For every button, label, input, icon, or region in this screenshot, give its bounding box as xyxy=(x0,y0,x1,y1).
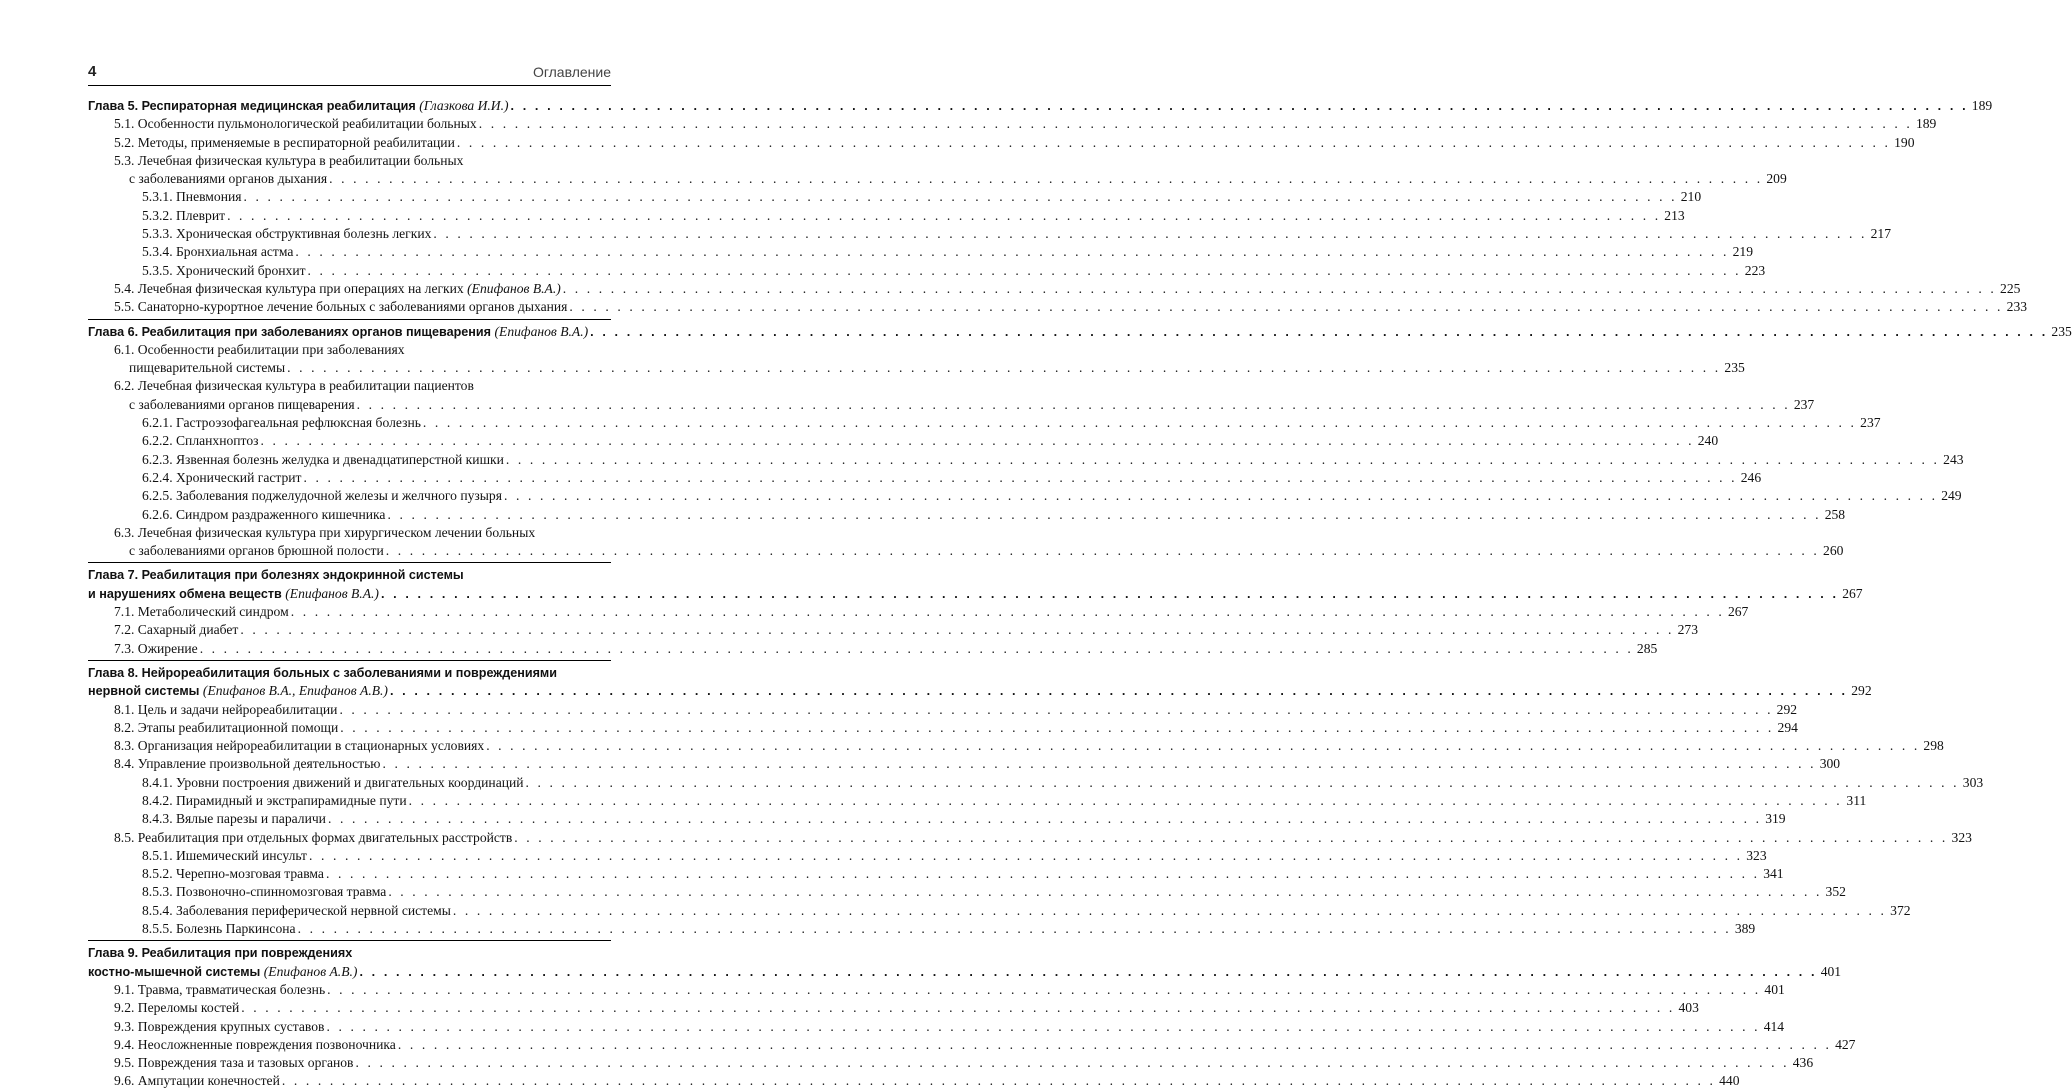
toc-entry-line xyxy=(88,414,1881,432)
dot-leader: . . . . . . . . . . . . . . . . . . . . . . . . . . . . . . . . . . . . . . . . . . . . . . . . . . . . . . . . . . . . . . . . . . . . . . . . . . . . . . . . . . . . . . . . . . . . . . . . . . . . . . . . . . . . . . . . . . . . . . . . xyxy=(382,756,1817,772)
dot-leader: . . . . . . . . . . . . . . . . . . . . . . . . . . . . . . . . . . . . . . . . . . . . . . . . . . . . . . . . . . . . . . . . . . . . . . . . . . . . . . . . . . . . . . . . . . . . . . . . . . . . . . . . . . . . . . . . . . . . . . . . xyxy=(569,299,2004,315)
chapter-author: (Епифанов В.А.) xyxy=(494,323,589,339)
toc-entry-title: 8.1. Цель и задачи нейрореабилитации xyxy=(114,701,338,717)
chapter-title: Глава 7. Реабилитация при болезнях эндокринной системы xyxy=(88,568,464,583)
toc-entry-page-number: 440 xyxy=(1719,1073,1740,1089)
toc-entry-page-number: 213 xyxy=(1664,207,1685,223)
dot-leader: . . . . . . . . . . . . . . . . . . . . . . . . . . . . . . . . . . . . . . . . . . . . . . . . . . . . . . . . . . . . . . . . . . . . . . . . . . . . . . . . . . . . . . . . . . . . . . . . . . . . . . . . . . . . . . . . . . . . . . . . xyxy=(308,847,1743,863)
dot-leader: . . . . . . . . . . . . . . . . . . . . . . . . . . . . . . . . . . . . . . . . . . . . . . . . . . . . . . . . . . . . . . . . . . . . . . . . . . . . . . . . . . . . . . . . . . . . . . . . . . . . . . . . . . . . . . . . . . . . . . . . xyxy=(307,262,1742,278)
toc-entry-title: 9.6. Ампутации конечностей xyxy=(114,1073,280,1089)
toc-entry-page-number: 189 xyxy=(1915,116,1937,132)
toc-entry-line xyxy=(88,737,1944,755)
toc-entry-title: 9.3. Повреждения крупных суставов xyxy=(114,1018,325,1034)
toc-entry-title: 6.2.4. Хронический гастрит xyxy=(142,469,302,485)
toc-entry-page-number: 273 xyxy=(1677,622,1698,638)
dot-leader: . . . . . . . . . . . . . . . . . . . . . . . . . . . . . . . . . . . . . . . . . . . . . . . . . . . . . . . . . . . . . . . . . . . . . . . . . . . . . . . . . . . . . . . . . . . . . . . . . . . . . . . . . . . . . . . . . . . . . . . . xyxy=(505,451,1940,467)
toc-entry-line xyxy=(88,810,1786,828)
chapter-divider xyxy=(88,562,611,563)
toc-entry-page-number: 237 xyxy=(1860,415,1881,431)
toc-entry-title: 8.5. Реабилитация при отдельных формах двигательных расстройств xyxy=(114,829,513,845)
toc-entry-line xyxy=(88,377,611,395)
chapter-author: (Епифанов В.А.) xyxy=(285,585,379,601)
toc-entry-title: 9.5. Повреждения таза и тазовых органов xyxy=(114,1055,354,1071)
toc-entry-page-number: 209 xyxy=(1766,171,1787,187)
toc-entry-line xyxy=(88,487,1962,505)
toc-entry-page-number: 210 xyxy=(1680,189,1702,205)
toc-entry-page-number: 249 xyxy=(1941,488,1962,504)
toc-entry-title: 6.2. Лечебная физическая культура в реабилитации пациентов xyxy=(114,378,474,394)
table-of-contents xyxy=(88,97,2072,1091)
page-header xyxy=(88,63,611,86)
toc-entry-title: 8.4. Управление произвольной деятельностью xyxy=(114,756,381,772)
toc-entry-title: 7.3. Ожирение xyxy=(114,640,198,656)
dot-leader: . . . . . . . . . . . . . . . . . . . . . . . . . . . . . . . . . . . . . . . . . . . . . . . . . . . . . . . . . . . . . . . . . . . . . . . . . . . . . . . . . . . . . . . . . . . . . . . . . . . . . . . . . . . . . . . . . . . . . . . . xyxy=(327,811,1762,827)
chapter-page-number: 189 xyxy=(1971,98,1993,113)
toc-entry-page-number: 217 xyxy=(1870,226,1892,242)
dot-leader: . . . . . . . . . . . . . . . . . . . . . . . . . . . . . . . . . . . . . . . . . . . . . . . . . . . . . . . . . . . . . . . . . . . . . . . . . . . . . . . . . . . . . . . . . . . . . . . . . . . . . . . . . . . . . . . . . . . . . . . . xyxy=(339,701,1774,717)
page-number: 4 xyxy=(88,63,97,80)
chapter-heading-line xyxy=(88,585,1863,603)
toc-entry-line xyxy=(88,243,1754,261)
chapter-title: Глава 6. Реабилитация при заболеваниях органов пищеварения (Епифанов В.А.) xyxy=(88,323,589,339)
dot-leader: . . . . . . . . . . . . . . . . . . . . . . . . . . . . . . . . . . . . . . . . . . . . . . . . . . . . . . . . . . . . . . . . . . . . . . . . . . . . . . . . . . . . . . . . . . . . . . . . . . . . . . . . . . . . . . . . . . . . . . . . xyxy=(281,1073,1716,1089)
dot-leader: . . . . . . . . . . . . . . . . . . . . . . . . . . . . . . . . . . . . . . . . . . . . . . . . . . . . . . . . . . . . . . . . . . . . . . . . . . . . . . . . . . . . . . . . . . . . . . . . . . . . . . . . . . . . . . . . . . . . . . . . xyxy=(590,324,2048,339)
chapter-heading-line xyxy=(88,944,611,962)
toc-entry-page-number: 352 xyxy=(1825,884,1846,900)
dot-leader: . . . . . . . . . . . . . . . . . . . . . . . . . . . . . . . . . . . . . . . . . . . . . . . . . . . . . . . . . . . . . . . . . . . . . . . . . . . . . . . . . . . . . . . . . . . . . . . . . . . . . . . . . . . . . . . . . . . . . . . . xyxy=(525,774,1960,790)
chapter-title: Глава 9. Реабилитация при повреждениях xyxy=(88,946,353,961)
dot-leader: . . . . . . . . . . . . . . . . . . . . . . . . . . . . . . . . . . . . . . . . . . . . . . . . . . . . . . . . . . . . . . . . . . . . . . . . . . . . . . . . . . . . . . . . . . . . . . . . . . . . . . . . . . . . . . . . . . . . . . . . xyxy=(326,1018,1761,1034)
toc-entry-page-number: 401 xyxy=(1764,981,1785,997)
toc-entry-page-number: 233 xyxy=(2006,299,2028,315)
toc-entry-page-number: 319 xyxy=(1765,811,1786,827)
toc-entry-title: 8.5.3. Позвоночно-спинномозговая травма xyxy=(142,884,387,900)
toc-entry-page-number: 414 xyxy=(1763,1018,1785,1034)
toc-entry-line xyxy=(88,524,611,542)
toc-entry-line xyxy=(88,280,2021,298)
toc-entry-author: (Епифанов В.А.) xyxy=(467,280,561,296)
running-title: Оглавление xyxy=(532,64,611,80)
toc-entry-line xyxy=(88,701,1798,719)
dot-leader: . . . . . . . . . . . . . . . . . . . . . . . . . . . . . . . . . . . . . . . . . . . . . . . . . . . . . . . . . . . . . . . . . . . . . . . . . . . . . . . . . . . . . . . . . . . . . . . . . . . . . . . . . . . . . . . . . . . . . . . . xyxy=(243,189,1678,205)
dot-leader: . . . . . . . . . . . . . . . . . . . . . . . . . . . . . . . . . . . . . . . . . . . . . . . . . . . . . . . . . . . . . . . . . . . . . . . . . . . . . . . . . . . . . . . . . . . . . . . . . . . . . . . . . . . . . . . . . . . . . . . . xyxy=(227,207,1661,223)
dot-leader: . . . . . . . . . . . . . . . . . . . . . . . . . . . . . . . . . . . . . . . . . . . . . . . . . . . . . . . . . . . . . . . . . . . . . . . . . . . . . . . . . . . . . . . . . . . . . . . . . . . . . . . . . . . . . . . . . . . . . . . . xyxy=(422,415,1857,431)
dot-leader: . . . . . . . . . . . . . . . . . . . . . . . . . . . . . . . . . . . . . . . . . . . . . . . . . . . . . . . . . . . . . . . . . . . . . . . . . . . . . . . . . . . . . . . . . . . . . . . . . . . . . . . . . . . . . . . . . . . . . . . . xyxy=(287,360,1721,376)
toc-entry-page-number: 258 xyxy=(1824,506,1846,522)
toc-entry-line xyxy=(88,640,1658,658)
toc-entry-line xyxy=(88,847,1767,865)
chapter-page-number: 292 xyxy=(1851,683,1872,699)
toc-entry-line xyxy=(88,829,1972,847)
chapter-title: и нарушениях обмена веществ (Епифанов В.А.) xyxy=(88,585,379,601)
chapter-heading-line xyxy=(88,682,1872,700)
dot-leader: . . . . . . . . . . . . . . . . . . . . . . . . . . . . . . . . . . . . . . . . . . . . . . . . . . . . . . . . . . . . . . . . . . . . . . . . . . . . . . . . . . . . . . . . . . . . . . . . . . . . . . . . . . . . . . . . . . . . . . . . xyxy=(340,719,1774,735)
toc-entry-line xyxy=(88,262,1766,280)
toc-entry-line xyxy=(88,1054,1814,1072)
toc-entry-title: 6.3. Лечебная физическая культура при хирургическом лечении больных xyxy=(114,524,536,540)
toc-entry-page-number: 237 xyxy=(1793,396,1815,412)
toc-entry-title: 8.4.1. Уровни построения движений и двигательных координаций xyxy=(142,774,524,790)
chapter-divider xyxy=(88,940,611,941)
toc-entry-page-number: 292 xyxy=(1776,701,1798,717)
chapter-author: (Глазкова И.И.) xyxy=(419,98,509,113)
toc-entry-page-number: 403 xyxy=(1678,1000,1699,1016)
toc-entry-line xyxy=(88,152,611,170)
toc-entry-line xyxy=(88,981,1785,999)
dot-leader: . . . . . . . . . . . . . . . . . . . . . . . . . . . . . . . . . . . . . . . . . . . . . . . . . . . . . . . . . . . . . . . . . . . . . . . . . . . . . . . . . . . . . . . . . . . . . . . . . . . . . . . . . . . . . . . . . . . . . . . . xyxy=(240,622,1674,638)
toc-entry-line xyxy=(88,902,1911,920)
chapter-divider xyxy=(88,660,611,661)
toc-entry-line xyxy=(88,298,2028,316)
chapter-heading-line xyxy=(88,97,1993,115)
dot-leader: . . . . . . . . . . . . . . . . . . . . . . . . . . . . . . . . . . . . . . . . . . . . . . . . . . . . . . . . . . . . . . . . . . . . . . . . . . . . . . . . . . . . . . . . . . . . . . . . . . . . . . . . . . . . . . . . . . . . . . . . xyxy=(387,506,1822,522)
toc-entry-page-number: 223 xyxy=(1744,262,1766,278)
dot-leader: . . . . . . . . . . . . . . . . . . . . . . . . . . . . . . . . . . . . . . . . . . . . . . . . . . . . . . . . . . . . . . . . . . . . . . . . . . . . . . . . . . . . . . . . . . . . . . . . . . . . . . . . . . . . . . . . . . . . . . . . xyxy=(562,280,1997,296)
toc-entry-line xyxy=(88,1036,1856,1054)
dot-leader: . . . . . . . . . . . . . . . . . . . . . . . . . . . . . . . . . . . . . . . . . . . . . . . . . . . . . . . . . . . . . . . . . . . . . . . . . . . . . . . . . . . . . . . . . . . . . . . . . . . . . . . . . . . . . . . . . . . . . . . . xyxy=(359,964,1818,979)
dot-leader: . . . . . . . . . . . . . . . . . . . . . . . . . . . . . . . . . . . . . . . . . . . . . . . . . . . . . . . . . . . . . . . . . . . . . . . . . . . . . . . . . . . . . . . . . . . . . . . . . . . . . . . . . . . . . . . . . . . . . . . . xyxy=(478,116,1913,132)
toc-entry-title: 8.4.2. Пирамидный и экстрапирамидные пути xyxy=(142,792,407,808)
toc-entry-page-number: 341 xyxy=(1763,866,1784,882)
toc-entry-page-number: 225 xyxy=(2000,280,2021,296)
dot-leader: . . . . . . . . . . . . . . . . . . . . . . . . . . . . . . . . . . . . . . . . . . . . . . . . . . . . . . . . . . . . . . . . . . . . . . . . . . . . . . . . . . . . . . . . . . . . . . . . . . . . . . . . . . . . . . . . . . . . . . . . xyxy=(355,1055,1790,1071)
toc-entry-line xyxy=(88,506,1846,524)
toc-entry-title: 9.2. Переломы костей xyxy=(114,1000,240,1016)
dot-leader: . . . . . . . . . . . . . . . . . . . . . . . . . . . . . . . . . . . . . . . . . . . . . . . . . . . . . . . . . . . . . . . . . . . . . . . . . . . . . . . . . . . . . . . . . . . . . . . . . . . . . . . . . . . . . . . . . . . . . . . . xyxy=(388,884,1822,900)
toc-entry-title: 5.1. Особенности пульмонологической реабилитации больных xyxy=(114,116,477,132)
toc-entry-page-number: 240 xyxy=(1697,433,1719,449)
toc-entry-line xyxy=(88,170,1787,188)
toc-entry-line xyxy=(88,469,1762,487)
toc-entry-line xyxy=(88,621,1698,639)
chapter-heading-line xyxy=(88,963,1842,981)
toc-entry-line xyxy=(88,755,1841,773)
toc-entry-title: 5.3.1. Пневмония xyxy=(142,189,242,205)
toc-entry-line xyxy=(88,225,1892,243)
dot-leader: . . . . . . . . . . . . . . . . . . . . . . . . . . . . . . . . . . . . . . . . . . . . . . . . . . . . . . . . . . . . . . . . . . . . . . . . . . . . . . . . . . . . . . . . . . . . . . . . . . . . . . . . . . . . . . . . . . . . . . . . xyxy=(327,981,1761,997)
toc-entry-line xyxy=(88,1072,1740,1090)
toc-entry-title: 7.2. Сахарный диабет xyxy=(114,622,239,638)
toc-entry-title: 8.5.2. Черепно-мозговая травма xyxy=(142,866,324,882)
toc-entry-title: 8.5.5. Болезнь Паркинсона xyxy=(142,921,296,937)
dot-leader: . . . . . . . . . . . . . . . . . . . . . . . . . . . . . . . . . . . . . . . . . . . . . . . . . . . . . . . . . . . . . . . . . . . . . . . . . . . . . . . . . . . . . . . . . . . . . . . . . . . . . . . . . . . . . . . . . . . . . . . . xyxy=(290,604,1725,620)
toc-entry-title: 8.2. Этапы реабилитационной помощи xyxy=(114,719,339,735)
toc-entry-line xyxy=(88,115,1937,133)
chapter-author: (Епифанов В.А., Епифанов А.В.) xyxy=(202,683,388,699)
dot-leader: . . . . . . . . . . . . . . . . . . . . . . . . . . . . . . . . . . . . . . . . . . . . . . . . . . . . . . . . . . . . . . . . . . . . . . . . . . . . . . . . . . . . . . . . . . . . . . . . . . . . . . . . . . . . . . . . . . . . . . . . xyxy=(329,171,1763,187)
toc-entry-page-number: 300 xyxy=(1819,756,1841,772)
dot-leader: . . . . . . . . . . . . . . . . . . . . . . . . . . . . . . . . . . . . . . . . . . . . . . . . . . . . . . . . . . . . . . . . . . . . . . . . . . . . . . . . . . . . . . . . . . . . . . . . . . . . . . . . . . . . . . . . . . . . . . . . xyxy=(397,1036,1832,1052)
toc-entry-page-number: 235 xyxy=(1724,360,1745,376)
chapter-heading-line xyxy=(88,664,611,682)
toc-entry-page-number: 267 xyxy=(1727,604,1749,620)
toc-entry-title: 5.2. Методы, применяемые в респираторной реабилитации xyxy=(114,134,455,150)
toc-entry-title: 7.1. Метаболический синдром xyxy=(114,604,289,620)
toc-entry-line xyxy=(88,920,1756,938)
dot-leader: . . . . . . . . . . . . . . . . . . . . . . . . . . . . . . . . . . . . . . . . . . . . . . . . . . . . . . . . . . . . . . . . . . . . . . . . . . . . . . . . . . . . . . . . . . . . . . . . . . . . . . . . . . . . . . . . . . . . . . . . xyxy=(452,902,1887,918)
toc-entry-line xyxy=(88,341,611,359)
toc-entry-title: пищеварительной системы xyxy=(129,360,286,376)
toc-entry-title: 9.1. Травма, травматическая болезнь xyxy=(114,981,326,997)
toc-entry-page-number: 427 xyxy=(1835,1036,1856,1052)
chapter-title: Глава 5. Респираторная медицинская реабилитация (Глазкова И.И.) xyxy=(88,98,509,113)
toc-entry-title: 5.3.5. Хронический бронхит xyxy=(142,262,306,278)
toc-entry-title: 6.2.2. Спланхноптоз xyxy=(142,433,259,449)
dot-leader: . . . . . . . . . . . . . . . . . . . . . . . . . . . . . . . . . . . . . . . . . . . . . . . . . . . . . . . . . . . . . . . . . . . . . . . . . . . . . . . . . . . . . . . . . . . . . . . . . . . . . . . . . . . . . . . . . . . . . . . . xyxy=(408,792,1843,808)
toc-entry-line xyxy=(88,359,1745,377)
chapter-page-number: 401 xyxy=(1820,963,1842,979)
toc-entry-line xyxy=(88,134,1915,152)
chapter-heading-line xyxy=(88,323,2072,341)
toc-entry-line xyxy=(88,865,1784,883)
toc-entry-title: с заболеваниями органов брюшной полости xyxy=(129,543,384,559)
toc-entry-page-number: 372 xyxy=(1890,902,1911,918)
toc-entry-line xyxy=(88,774,1984,792)
dot-leader: . . . . . . . . . . . . . . . . . . . . . . . . . . . . . . . . . . . . . . . . . . . . . . . . . . . . . . . . . . . . . . . . . . . . . . . . . . . . . . . . . . . . . . . . . . . . . . . . . . . . . . . . . . . . . . . . . . . . . . . . xyxy=(199,640,1634,656)
chapter-page-number: 235 xyxy=(2051,323,2072,339)
dot-leader: . . . . . . . . . . . . . . . . . . . . . . . . . . . . . . . . . . . . . . . . . . . . . . . . . . . . . . . . . . . . . . . . . . . . . . . . . . . . . . . . . . . . . . . . . . . . . . . . . . . . . . . . . . . . . . . . . . . . . . . . xyxy=(389,684,1848,699)
toc-entry-title: 5.3.3. Хроническая обструктивная болезнь легких xyxy=(142,226,432,242)
toc-entry-line xyxy=(88,207,1685,225)
toc-entry-title: 5.5. Санаторно-курортное лечение больных с заболеваниями органов дыхания xyxy=(114,299,568,315)
toc-entry-line xyxy=(88,999,1699,1017)
toc-entry-page-number: 260 xyxy=(1823,543,1844,559)
toc-entry-title: 5.3. Лечебная физическая культура в реабилитации больных xyxy=(114,152,464,168)
dot-leader: . . . . . . . . . . . . . . . . . . . . . . . . . . . . . . . . . . . . . . . . . . . . . . . . . . . . . . . . . . . . . . . . . . . . . . . . . . . . . . . . . . . . . . . . . . . . . . . . . . . . . . . . . . . . . . . . . . . . . . . . xyxy=(456,134,1891,150)
toc-entry-line xyxy=(88,603,1749,621)
toc-entry-title: 5.3.4. Бронхиальная астма xyxy=(142,244,294,260)
dot-leader: . . . . . . . . . . . . . . . . . . . . . . . . . . . . . . . . . . . . . . . . . . . . . . . . . . . . . . . . . . . . . . . . . . . . . . . . . . . . . . . . . . . . . . . . . . . . . . . . . . . . . . . . . . . . . . . . . . . . . . . . xyxy=(486,738,1920,754)
dot-leader: . . . . . . . . . . . . . . . . . . . . . . . . . . . . . . . . . . . . . . . . . . . . . . . . . . . . . . . . . . . . . . . . . . . . . . . . . . . . . . . . . . . . . . . . . . . . . . . . . . . . . . . . . . . . . . . . . . . . . . . . xyxy=(356,396,1791,412)
dot-leader: . . . . . . . . . . . . . . . . . . . . . . . . . . . . . . . . . . . . . . . . . . . . . . . . . . . . . . . . . . . . . . . . . . . . . . . . . . . . . . . . . . . . . . . . . . . . . . . . . . . . . . . . . . . . . . . . . . . . . . . . xyxy=(260,433,1695,449)
toc-entry-page-number: 298 xyxy=(1923,738,1944,754)
toc-entry-title: с заболеваниями органов дыхания xyxy=(129,171,328,187)
dot-leader: . . . . . . . . . . . . . . . . . . . . . . . . . . . . . . . . . . . . . . . . . . . . . . . . . . . . . . . . . . . . . . . . . . . . . . . . . . . . . . . . . . . . . . . . . . . . . . . . . . . . . . . . . . . . . . . . . . . . . . . . xyxy=(297,921,1732,937)
dot-leader: . . . . . . . . . . . . . . . . . . . . . . . . . . . . . . . . . . . . . . . . . . . . . . . . . . . . . . . . . . . . . . . . . . . . . . . . . . . . . . . . . . . . . . . . . . . . . . . . . . . . . . . . . . . . . . . . . . . . . . . . xyxy=(380,586,1839,601)
toc-entry-page-number: 311 xyxy=(1846,792,1867,808)
toc-entry-title: 8.3. Организация нейрореабилитации в стационарных условиях xyxy=(114,738,485,754)
dot-leader: . . . . . . . . . . . . . . . . . . . . . . . . . . . . . . . . . . . . . . . . . . . . . . . . . . . . . . . . . . . . . . . . . . . . . . . . . . . . . . . . . . . . . . . . . . . . . . . . . . . . . . . . . . . . . . . . . . . . . . . . xyxy=(303,469,1738,485)
toc-entry-title: 6.1. Особенности реабилитации при заболеваниях xyxy=(114,341,405,357)
dot-leader: . . . . . . . . . . . . . . . . . . . . . . . . . . . . . . . . . . . . . . . . . . . . . . . . . . . . . . . . . . . . . . . . . . . . . . . . . . . . . . . . . . . . . . . . . . . . . . . . . . . . . . . . . . . . . . . . . . . . . . . . xyxy=(514,829,1948,845)
dot-leader: . . . . . . . . . . . . . . . . . . . . . . . . . . . . . . . . . . . . . . . . . . . . . . . . . . . . . . . . . . . . . . . . . . . . . . . . . . . . . . . . . . . . . . . . . . . . . . . . . . . . . . . . . . . . . . . . . . . . . . . . xyxy=(510,99,1969,113)
chapter-heading-line xyxy=(88,566,611,584)
toc-entry-line xyxy=(88,432,1719,450)
toc-entry-page-number: 243 xyxy=(1943,451,1964,467)
chapter-divider xyxy=(88,319,611,320)
toc-entry-title: 6.2.3. Язвенная болезнь желудка и двенадцатиперстной кишки xyxy=(142,451,504,467)
dot-leader: . . . . . . . . . . . . . . . . . . . . . . . . . . . . . . . . . . . . . . . . . . . . . . . . . . . . . . . . . . . . . . . . . . . . . . . . . . . . . . . . . . . . . . . . . . . . . . . . . . . . . . . . . . . . . . . . . . . . . . . . xyxy=(433,226,1868,242)
dot-leader: . . . . . . . . . . . . . . . . . . . . . . . . . . . . . . . . . . . . . . . . . . . . . . . . . . . . . . . . . . . . . . . . . . . . . . . . . . . . . . . . . . . . . . . . . . . . . . . . . . . . . . . . . . . . . . . . . . . . . . . . xyxy=(325,866,1760,882)
toc-entry-title: 6.2.6. Синдром раздраженного кишечника xyxy=(142,506,386,522)
toc-entry-line xyxy=(88,542,1844,560)
toc-entry-page-number: 294 xyxy=(1777,719,1798,735)
toc-entry-page-number: 285 xyxy=(1636,640,1658,656)
chapter-title: Глава 8. Нейрореабилитация больных с заболеваниями и повреждениями xyxy=(88,665,557,680)
dot-leader: . . . . . . . . . . . . . . . . . . . . . . . . . . . . . . . . . . . . . . . . . . . . . . . . . . . . . . . . . . . . . . . . . . . . . . . . . . . . . . . . . . . . . . . . . . . . . . . . . . . . . . . . . . . . . . . . . . . . . . . . xyxy=(503,488,1938,504)
toc-entry-title: 6.2.1. Гастроэзофагеальная рефлюксная болезнь xyxy=(142,415,421,431)
toc-entry-line xyxy=(88,792,1867,810)
toc-entry-title: 8.4.3. Вялые парезы и параличи xyxy=(142,811,326,827)
toc-entry-title: 9.4. Неосложненные повреждения позвоночника xyxy=(114,1036,396,1052)
dot-leader: . . . . . . . . . . . . . . . . . . . . . . . . . . . . . . . . . . . . . . . . . . . . . . . . . . . . . . . . . . . . . . . . . . . . . . . . . . . . . . . . . . . . . . . . . . . . . . . . . . . . . . . . . . . . . . . . . . . . . . . . xyxy=(241,1000,1675,1016)
chapter-author: (Епифанов А.В.) xyxy=(263,963,358,979)
toc-entry-title: 8.5.1. Ишемический инсульт xyxy=(142,847,307,863)
toc-entry-title: с заболеваниями органов пищеварения xyxy=(129,396,355,412)
toc-entry-page-number: 190 xyxy=(1894,134,1915,150)
chapter-page-number: 267 xyxy=(1842,585,1863,601)
dot-leader: . . . . . . . . . . . . . . . . . . . . . . . . . . . . . . . . . . . . . . . . . . . . . . . . . . . . . . . . . . . . . . . . . . . . . . . . . . . . . . . . . . . . . . . . . . . . . . . . . . . . . . . . . . . . . . . . . . . . . . . . xyxy=(385,543,1820,559)
toc-entry-title: 5.3.2. Плеврит xyxy=(142,207,226,223)
toc-entry-line xyxy=(88,1018,1785,1036)
toc-entry-line xyxy=(88,188,1702,206)
toc-entry-page-number: 219 xyxy=(1732,244,1754,260)
dot-leader: . . . . . . . . . . . . . . . . . . . . . . . . . . . . . . . . . . . . . . . . . . . . . . . . . . . . . . . . . . . . . . . . . . . . . . . . . . . . . . . . . . . . . . . . . . . . . . . . . . . . . . . . . . . . . . . . . . . . . . . . xyxy=(295,244,1730,260)
chapter-title: костно-мышечной системы (Епифанов А.В.) xyxy=(88,963,358,979)
toc-entry-page-number: 303 xyxy=(1962,774,1984,790)
toc-entry-title: 6.2.5. Заболевания поджелудочной железы и желчного пузыря xyxy=(142,488,502,504)
toc-entry-page-number: 323 xyxy=(1746,847,1767,863)
toc-entry-page-number: 323 xyxy=(1951,829,1972,845)
toc-entry-line xyxy=(88,883,1846,901)
toc-entry-line xyxy=(88,719,1798,737)
toc-entry-page-number: 436 xyxy=(1792,1055,1814,1071)
toc-entry-title: 8.5.4. Заболевания периферической нервной системы xyxy=(142,902,451,918)
chapter-title: нервной системы (Епифанов В.А., Епифанов А.В.) xyxy=(88,683,388,699)
toc-entry-page-number: 389 xyxy=(1734,921,1756,937)
toc-entry-page-number: 246 xyxy=(1740,469,1762,485)
toc-entry-line xyxy=(88,396,1815,414)
toc-entry-title: 5.4. Лечебная физическая культура при операциях на легких (Епифанов В.А.) xyxy=(114,280,561,296)
toc-entry-line xyxy=(88,451,1964,469)
